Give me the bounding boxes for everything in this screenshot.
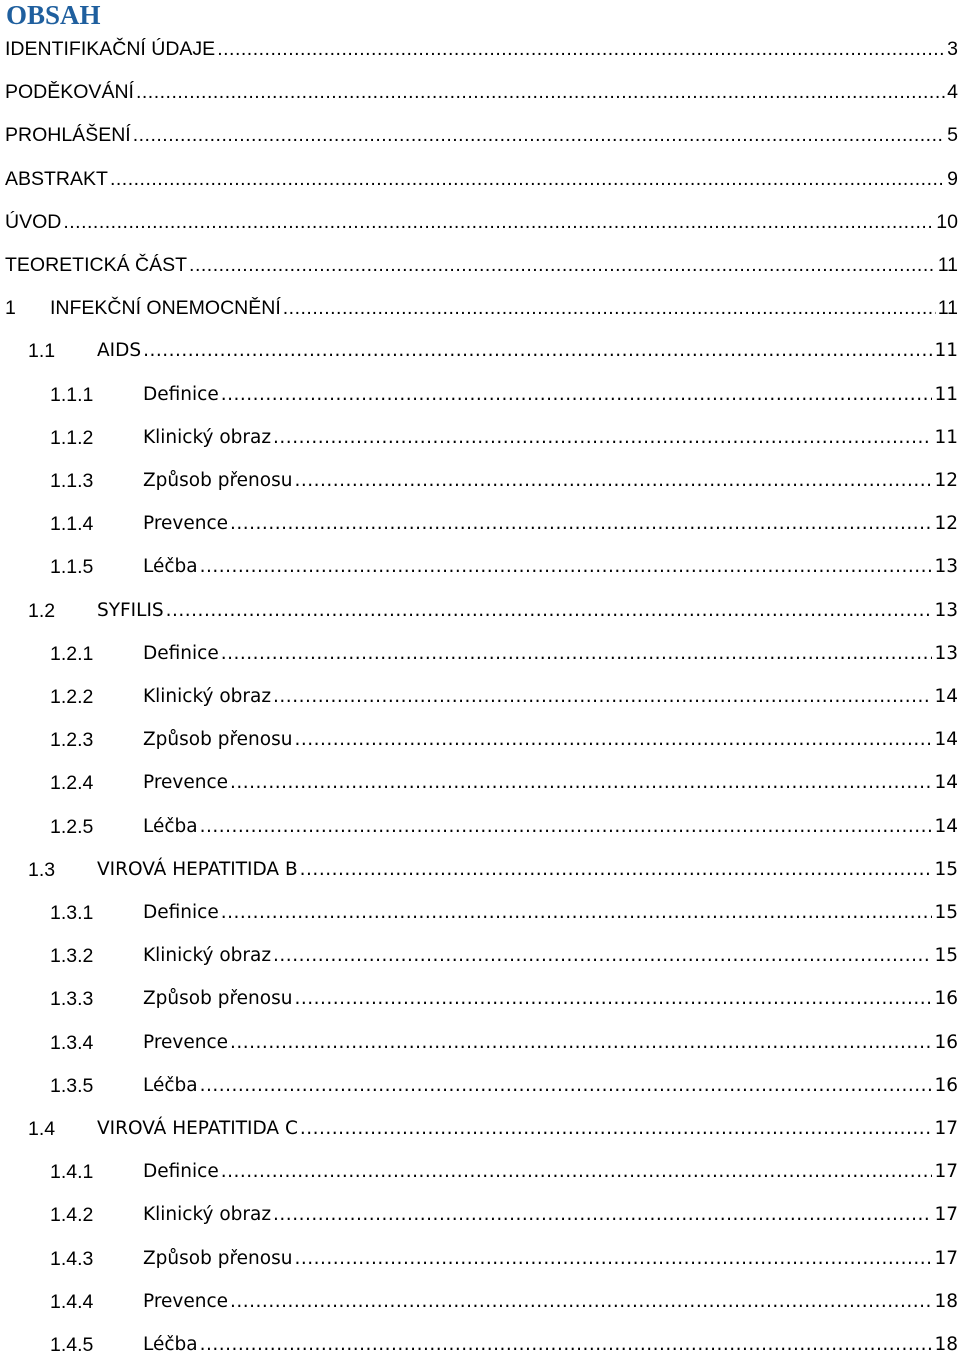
toc-entry-number: 1.3 [28, 858, 56, 881]
toc-entry-label: Definice [143, 902, 219, 923]
toc-dot-leader [300, 1114, 933, 1144]
toc-entry-page: 14 [934, 772, 958, 794]
toc-entry-page: 17 [934, 1118, 958, 1139]
toc-entry-label: Prevence [143, 513, 229, 535]
toc-entry-label: Způsob přenosu [143, 470, 293, 491]
toc-entry[interactable] [0, 336, 960, 366]
toc-dot-leader [300, 855, 933, 885]
toc-entry-label: VIROVÁ HEPATITIDA B [97, 858, 298, 880]
toc-entry[interactable] [0, 855, 960, 885]
toc-entry[interactable] [0, 1287, 960, 1317]
toc-entry-page: 14 [934, 729, 958, 751]
toc-dot-leader [283, 293, 936, 323]
toc-entry[interactable] [0, 1157, 960, 1187]
toc-entry-label: PODĚKOVÁNÍ [5, 81, 134, 104]
toc-entry[interactable] [0, 423, 960, 453]
toc-entry-number: 1.4.2 [50, 1204, 94, 1227]
toc-entry-number: 1.2.1 [50, 642, 94, 665]
toc-entry-page: 15 [934, 902, 958, 923]
toc-entry-number: 1.3.1 [50, 902, 94, 924]
toc-entry[interactable] [0, 552, 960, 582]
toc-entry-page: 11 [937, 254, 958, 276]
toc-entry-number: 1.1.5 [50, 556, 94, 579]
toc-entry[interactable] [0, 639, 960, 669]
toc-entry-page: 16 [934, 1031, 958, 1053]
toc-entry-page: 14 [934, 815, 958, 837]
toc-entry-label: Prevence [143, 1290, 229, 1312]
toc-entry-page: 3 [947, 38, 958, 60]
toc-entry-label: Definice [143, 642, 219, 664]
toc-dot-leader [221, 380, 933, 410]
toc-entry-page: 14 [934, 686, 958, 707]
toc-dot-leader [217, 34, 945, 64]
toc-entry-label: IDENTIFIKAČNÍ ÚDAJE [5, 38, 216, 60]
toc-entry[interactable] [0, 293, 960, 323]
toc-entry[interactable] [0, 466, 960, 496]
toc-entry-number: 1.3.2 [50, 945, 94, 968]
toc-entry[interactable] [0, 34, 960, 64]
toc-dot-leader [143, 336, 932, 366]
toc-entry-label: TEORETICKÁ ČÁST [5, 254, 188, 276]
toc-entry-label: Definice [143, 1161, 219, 1183]
toc-dot-leader [273, 423, 932, 453]
toc-entry-page: 15 [934, 858, 958, 880]
toc-entry[interactable] [0, 1200, 960, 1230]
toc-entry-number: 1.3.3 [50, 988, 94, 1011]
toc-entry-label: Definice [143, 383, 219, 405]
toc-entry[interactable] [0, 1071, 960, 1101]
toc-dot-leader [294, 984, 932, 1014]
toc-entry[interactable] [0, 1114, 960, 1144]
toc-dot-leader [221, 1157, 933, 1187]
toc-dot-leader [63, 207, 934, 237]
toc-entry-number: 1.2.3 [50, 729, 94, 752]
toc-entry-number: 1.1.1 [50, 383, 94, 406]
toc-entry-page: 11 [934, 426, 958, 448]
toc-entry-label: Způsob přenosu [143, 988, 293, 1010]
toc-entry-page: 18 [934, 1334, 958, 1355]
toc-entry-page: 16 [934, 988, 958, 1010]
toc-entry-label: AIDS [97, 340, 142, 362]
toc-entry-number: 1.4.1 [50, 1161, 94, 1184]
toc-entry[interactable] [0, 1330, 960, 1360]
toc-entry-label: Prevence [143, 772, 229, 794]
toc-entry-label: ABSTRAKT [5, 167, 108, 190]
toc-dot-leader [273, 1200, 932, 1230]
toc-entry-number: 1.3.4 [50, 1031, 94, 1054]
toc-entry[interactable] [0, 164, 960, 194]
toc-dot-leader [200, 1330, 933, 1360]
toc-entry[interactable] [0, 250, 960, 280]
toc-entry-label: Klinický obraz [143, 426, 272, 448]
toc-entry-page: 11 [934, 340, 958, 362]
toc-dot-leader [221, 898, 933, 928]
toc-entry[interactable] [0, 596, 960, 626]
toc-entry-number: 1.3.5 [50, 1074, 94, 1097]
toc-entry-page: 17 [934, 1204, 958, 1226]
toc-entry-label: Klinický obraz [143, 945, 272, 967]
toc-dot-leader [230, 509, 932, 539]
toc-dot-leader [166, 596, 933, 626]
toc-dot-leader [230, 1028, 932, 1058]
toc-entry-page: 13 [934, 599, 958, 621]
toc-entry-page: 15 [934, 945, 958, 967]
toc-entry-label: Léčba [143, 1334, 198, 1355]
toc-entry-number: 1.2.5 [50, 815, 94, 838]
toc-entry[interactable] [0, 725, 960, 755]
toc-entry-number: 1.1.4 [50, 513, 94, 536]
toc-entry-label: SYFILIS [97, 599, 164, 621]
toc-dot-leader [294, 725, 932, 755]
toc-entry-number: 1.4.5 [50, 1334, 94, 1356]
toc-entry[interactable] [0, 509, 960, 539]
toc-dot-leader [110, 164, 945, 194]
toc-dot-leader [230, 768, 932, 798]
toc-entry-page: 13 [934, 642, 958, 664]
toc-dot-leader [294, 1244, 932, 1274]
toc-entry-page: 16 [934, 1074, 958, 1096]
toc-entry-number: 1.2.4 [50, 772, 94, 795]
toc-entry-number: 1.2.2 [50, 686, 94, 708]
toc-dot-leader [230, 1287, 932, 1317]
toc-entry-page: 18 [934, 1290, 958, 1312]
toc-entry[interactable] [0, 380, 960, 410]
toc-entry[interactable] [0, 984, 960, 1014]
toc-entry[interactable] [0, 682, 960, 712]
toc-dot-leader [200, 1071, 933, 1101]
toc-entry-page: 12 [934, 513, 958, 535]
toc-dot-leader [200, 552, 933, 582]
toc-entry-number: 1.2 [28, 599, 56, 622]
toc-dot-leader [273, 941, 932, 971]
toc-entry-page: 12 [934, 470, 958, 491]
toc-dot-leader [189, 250, 936, 280]
toc-entry-number: 1.4 [28, 1118, 56, 1140]
toc-entry[interactable] [0, 77, 960, 107]
toc-entry-page: 9 [947, 167, 958, 190]
toc-entry-label: Léčba [143, 1074, 198, 1096]
toc-entry-page: 13 [934, 556, 958, 578]
toc-entry[interactable] [0, 812, 960, 842]
toc-entry-page: 17 [934, 1247, 958, 1269]
toc-dot-leader [294, 466, 932, 496]
toc-entry-label: Léčba [143, 815, 198, 837]
toc-entry-label: Prevence [143, 1031, 229, 1053]
toc-entry-number: 1.1.3 [50, 470, 94, 492]
toc-entry-label: PROHLÁŠENÍ [5, 124, 131, 147]
toc-entry-number: 1.1.2 [50, 426, 94, 449]
toc-entry-label: Způsob přenosu [143, 729, 293, 751]
toc-entry-number: 1.1 [28, 340, 56, 363]
toc-entry[interactable] [0, 1028, 960, 1058]
toc-dot-leader [133, 120, 945, 150]
toc-dot-leader [200, 812, 933, 842]
toc-entry-label: INFEKČNÍ ONEMOCNĚNÍ [50, 297, 281, 320]
toc-entry-page: 11 [937, 297, 958, 320]
page-title: OBSAH [6, 0, 101, 30]
toc-entry[interactable] [0, 207, 960, 237]
toc-entry-label: ÚVOD [5, 210, 62, 233]
toc-entry-label: Léčba [143, 556, 198, 578]
toc-entry-label: Klinický obraz [143, 1204, 272, 1226]
toc-entry-number: 1 [5, 297, 16, 320]
toc-entry[interactable] [0, 1244, 960, 1274]
toc-entry[interactable] [0, 768, 960, 798]
toc-entry-number: 1.4.4 [50, 1290, 94, 1313]
toc-entry-page: 17 [934, 1161, 958, 1183]
toc-dot-leader [136, 77, 945, 107]
toc-entry[interactable] [0, 898, 960, 928]
toc-entry-page: 5 [947, 124, 958, 147]
toc-entry-page: 10 [936, 210, 958, 233]
toc-entry-label: VIROVÁ HEPATITIDA C [97, 1118, 298, 1139]
toc-entry[interactable] [0, 941, 960, 971]
toc-entry-number: 1.4.3 [50, 1247, 94, 1270]
toc-dot-leader [273, 682, 932, 712]
toc-dot-leader [221, 639, 933, 669]
toc-entry-page: 11 [934, 383, 958, 405]
toc-entry-page: 4 [947, 81, 958, 104]
toc-entry[interactable] [0, 120, 960, 150]
toc-entry-label: Klinický obraz [143, 686, 272, 707]
toc-entry-label: Způsob přenosu [143, 1247, 293, 1269]
